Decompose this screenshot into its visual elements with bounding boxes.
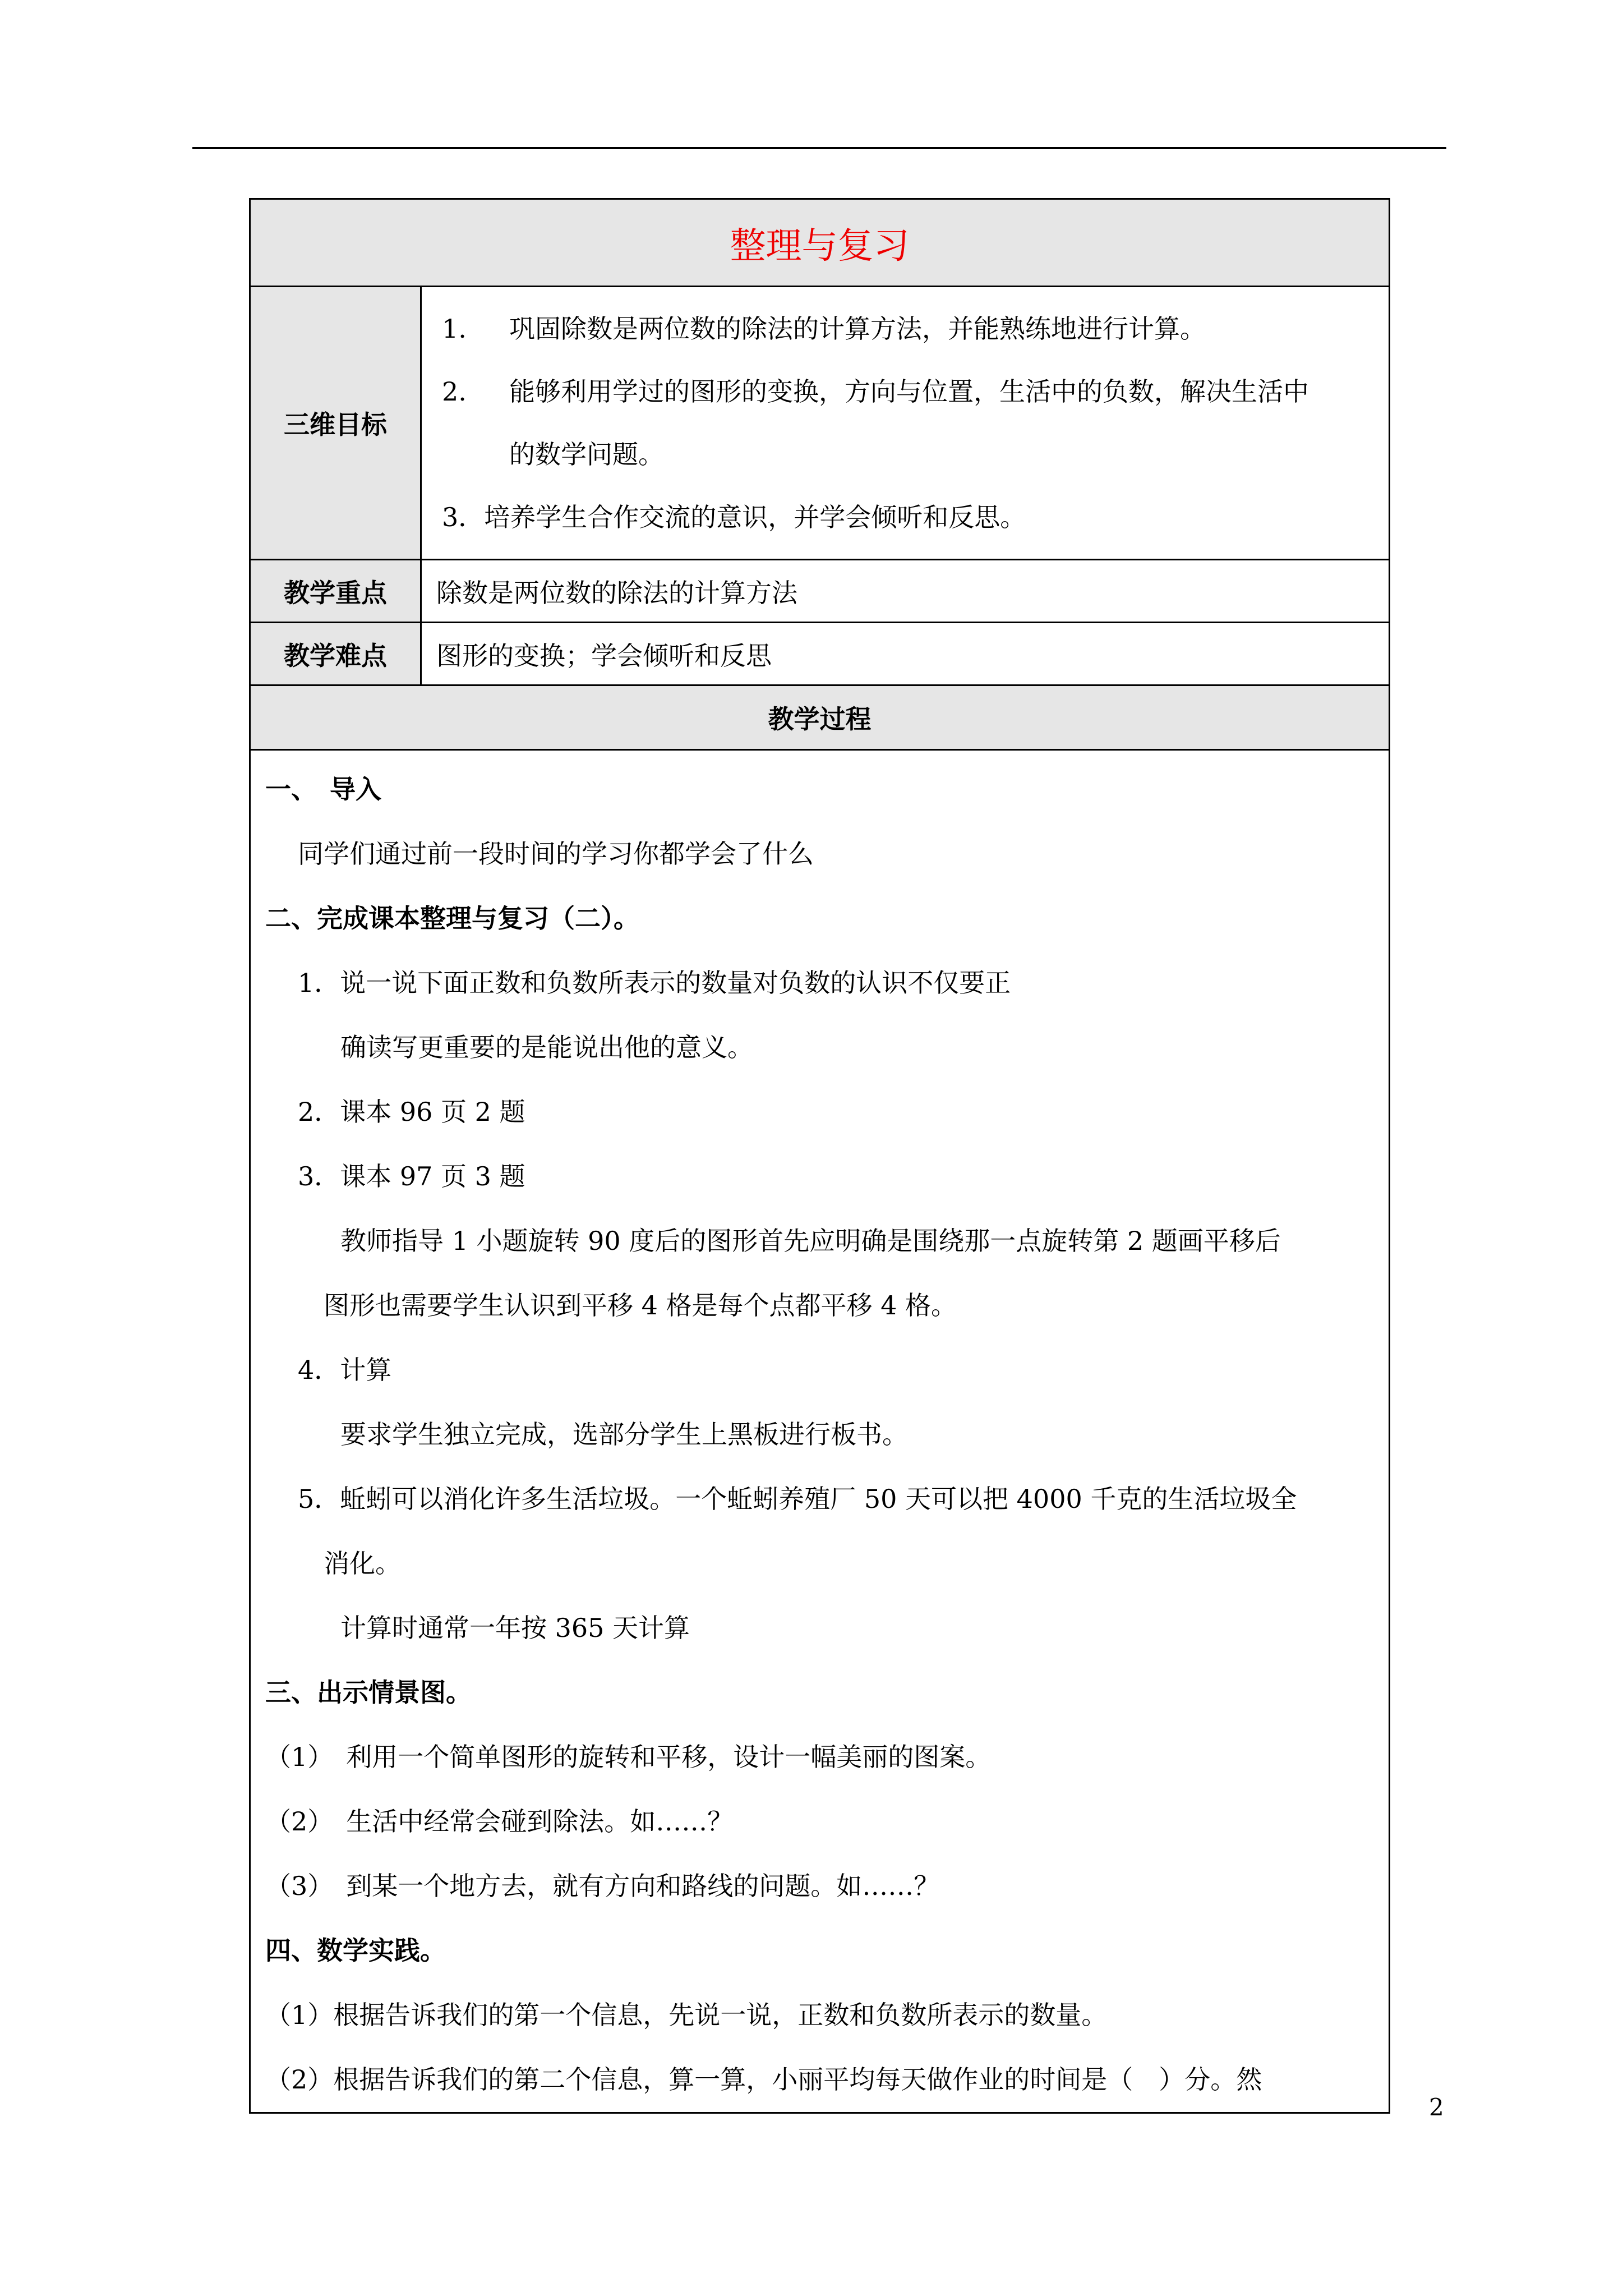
process-line: 同学们通过前一段时间的学习你都学会了什么 [298, 839, 814, 869]
page-number: 2 [1429, 2093, 1444, 2121]
process-line: 教师指导 1 小题旋转 90 度后的图形首先应明确是围绕那一点旋转第 2 题画平移后 [340, 1226, 1281, 1256]
process-line: 4．计算 [298, 1355, 392, 1385]
process-line: 消化。 [324, 1548, 401, 1579]
process-line: （3） 到某一个地方去，就有方向和路线的问题。如……？ [265, 1871, 940, 1901]
process-line: 图形也需要学生认识到平移 4 格是每个点都平移 4 格。 [324, 1290, 957, 1320]
header-rule [192, 147, 1446, 149]
process-line: 1．说一说下面正数和负数所表示的数量对负数的认识不仅要正 [298, 968, 1011, 998]
process-line: 5．蚯蚓可以消化许多生活垃圾。一个蚯蚓养殖厂 50 天可以把 4000 千克的生活垃圾全 [298, 1484, 1297, 1514]
key-point-row [250, 560, 1390, 623]
process-line: （1） 利用一个简单图形的旋转和平移，设计一幅美丽的图案。 [265, 1742, 992, 1772]
title-cell [250, 199, 1390, 287]
difficulty-label: 教学难点 [250, 623, 421, 685]
section-heading: 二、完成课本整理与复习（二）。 [265, 903, 639, 933]
process-line: （2） 生活中经常会碰到除法。如……？ [265, 1806, 734, 1837]
goals-label: 三维目标 [250, 287, 421, 560]
key-point-text: 除数是两位数的除法的计算方法 [421, 560, 1390, 623]
section-heading: 四、数学实践。 [265, 1935, 446, 1966]
difficulty-text: 图形的变换；学会倾听和反思 [421, 623, 1390, 685]
process-line: 计算时通常一年按 365 天计算 [340, 1613, 690, 1643]
goals-content [421, 287, 1390, 560]
goal-item: 1. 巩固除数是两位数的除法的计算方法，并能熟练地进行计算。 [442, 314, 1206, 344]
goals-row [250, 287, 1390, 560]
goal-item: 2. 能够利用学过的图形的变换，方向与位置，生活中的负数，解决生活中 [442, 376, 1309, 407]
process-header: 教学过程 [250, 685, 1390, 750]
section-heading: 一、 导入 [265, 774, 381, 804]
process-line: （2）根据告诉我们的第二个信息，算一算，小丽平均每天做作业的时间是（ ）分。然 [265, 2064, 1262, 2095]
process-line: （1）根据告诉我们的第一个信息，先说一说，正数和负数所表示的数量。 [265, 2000, 1108, 2030]
section-heading: 三、出示情景图。 [265, 1677, 472, 1708]
process-line: 确读写更重要的是能说出他的意义。 [340, 1032, 753, 1062]
goal-item-continued: 的数学问题。 [509, 439, 664, 470]
goal-item: 3．培养学生合作交流的意识，并学会倾听和反思。 [442, 502, 1026, 532]
process-body-row [250, 750, 1390, 2113]
process-line: 2．课本 96 页 2 题 [298, 1097, 525, 1127]
process-line: 要求学生独立完成，选部分学生上黑板进行板书。 [340, 1419, 908, 1450]
process-body [250, 750, 1390, 2113]
process-header-row [250, 685, 1390, 750]
title-row [250, 199, 1390, 287]
key-point-label: 教学重点 [250, 560, 421, 623]
process-line: 3．课本 97 页 3 题 [298, 1161, 525, 1191]
lesson-plan-table [249, 198, 1390, 2114]
lesson-title: 整理与复习 [730, 225, 910, 267]
difficulty-row [250, 623, 1390, 685]
